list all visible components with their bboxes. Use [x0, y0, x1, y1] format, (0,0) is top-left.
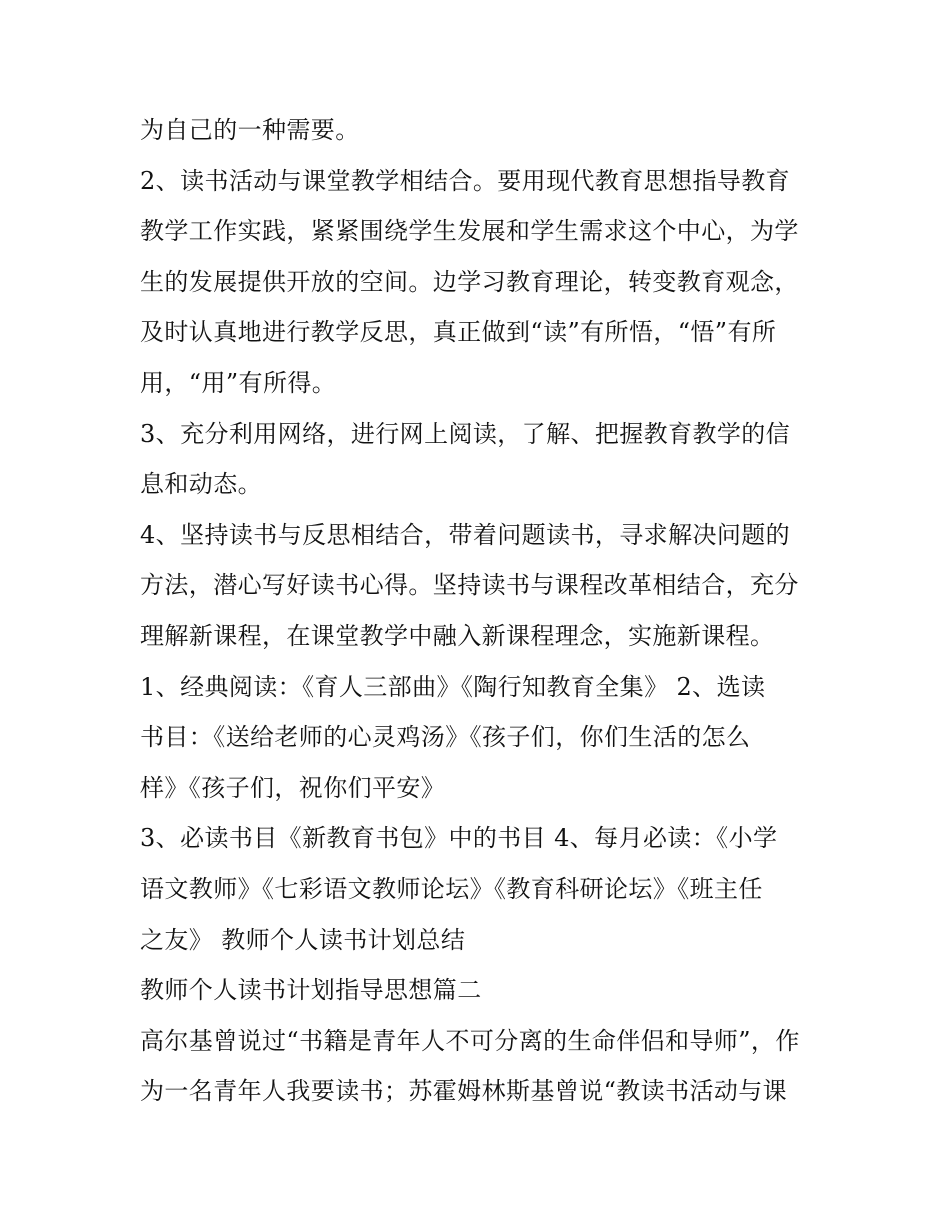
- text-line: 为一名青年人我要读书；苏霍姆林斯基曾说“教读书活动与课: [140, 1077, 788, 1106]
- text-line: 息和动态。: [140, 470, 262, 499]
- text-line: 样》《孩子们，祝你们平安》: [140, 773, 446, 802]
- text-line: 3、必读书目《新教育书包》中的书目 4、每月必读：《小学: [140, 824, 778, 853]
- text-line: 方法，潜心写好读书心得。坚持读书与课程改革相结合，充分: [140, 571, 799, 600]
- text-line: 1、经典阅读：《育人三部曲》《陶行知教育全集》 2、选读: [140, 672, 766, 701]
- text-line: 用，“用”有所得。: [140, 368, 337, 397]
- text-line: 2、读书活动与课堂教学相结合。要用现代教育思想指导教育: [140, 166, 791, 195]
- text-line: 之友》 教师个人读书计划总结: [140, 925, 466, 954]
- text-line: 教学工作实践，紧紧围绕学生发展和学生需求这个中心，为学: [140, 217, 799, 246]
- section-heading: 教师个人读书计划指导思想篇二: [140, 976, 482, 1005]
- text-line: 为自己的一种需要。: [140, 116, 360, 144]
- text-line: 及时认真地进行教学反思，真正做到“读”有所悟，“悟”有所: [140, 318, 777, 347]
- text-line: 书目：《送给老师的心灵鸡汤》《孩子们，你们生活的怎么: [140, 723, 751, 752]
- text-line: 理解新课程，在课堂教学中融入新课程理念，实施新课程。: [140, 621, 775, 650]
- text-line: 3、充分利用网络，进行网上阅读，了解、把握教育教学的信: [140, 419, 791, 448]
- text-line: 高尔基曾说过“书籍是青年人不可分离的生命伴侣和导师”，作: [140, 1026, 800, 1055]
- text-line: 4、坚持读书与反思相结合，带着问题读书，寻求解决问题的: [140, 520, 791, 549]
- text-line: 生的发展提供开放的空间。边学习教育理论，转变教育观念，: [140, 267, 799, 296]
- document-body: [140, 108, 820, 1120]
- text-line: 语文教师》《七彩语文教师论坛》《教育科研论坛》《班主任: [140, 874, 763, 903]
